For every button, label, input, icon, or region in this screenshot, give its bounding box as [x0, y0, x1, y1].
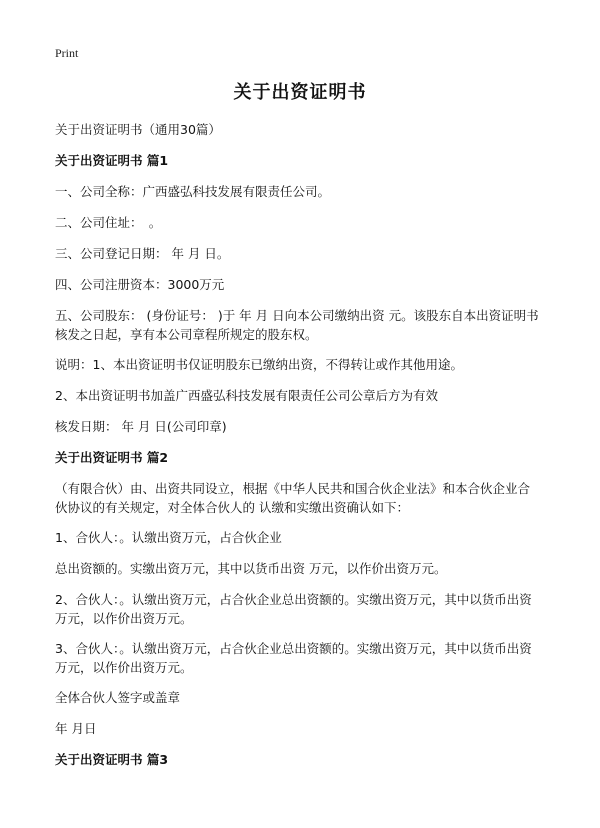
section-heading-2: 关于出资证明书 篇2: [55, 450, 169, 465]
section-heading-3: 关于出资证明书 篇3: [55, 752, 169, 767]
paragraph: 四、公司注册资本：3000万元: [55, 277, 225, 292]
paragraph: 年 月日: [55, 721, 97, 736]
paragraph: 2、本出资证明书加盖广西盛弘科技发展有限责任公司公章后方为有效: [55, 388, 438, 403]
paragraph: 核发日期： 年 月 日(公司印章): [55, 419, 227, 434]
paragraph: （有限合伙）由、出资共同设立，根据《中华人民共和国合伙企业法》和本合伙企业合伙协议的有关规定，对全体合伙人的 认缴和实缴出资确认如下：: [55, 481, 531, 515]
paragraph: 2、合伙人：。认缴出资万元，占合伙企业总出资额的。实缴出资万元，其中以货币出资 万元，以作价出资万元。: [55, 592, 532, 626]
paragraph: 3、合伙人：。认缴出资万元，占合伙企业总出资额的。实缴出资万元，其中以货币出资 万元，以作价出资万元。: [55, 641, 532, 675]
paragraph: 五、公司股东： (身份证号： )于 年 月 日向本公司缴纳出资 元。该股东自本出资证明书核发之日起，享有本公司章程所规定的股东权。: [55, 308, 539, 342]
paragraph: 全体合伙人签字或盖章: [55, 690, 181, 705]
paragraph: 二、公司住址： 。: [55, 215, 162, 230]
paragraph: 一、公司全称：广西盛弘科技发展有限责任公司。: [55, 184, 331, 199]
paragraph: 1、合伙人：。认缴出资万元，占合伙企业: [55, 530, 282, 545]
paragraph: 三、公司登记日期： 年 月 日。: [55, 246, 230, 261]
document-subtitle: 关于出资证明书（通用30篇）: [55, 122, 221, 137]
page-title: 关于出资证明书: [233, 82, 367, 103]
paragraph: 总出资额的。实缴出资万元，其中以货币出资 万元，以作价出资万元。: [55, 561, 447, 576]
paragraph: 说明：1、本出资证明书仅证明股东已缴纳出资，不得转让或作其他用途。: [55, 357, 463, 372]
print-link[interactable]: Print: [55, 46, 79, 60]
section-heading-1: 关于出资证明书 篇1: [55, 153, 169, 168]
